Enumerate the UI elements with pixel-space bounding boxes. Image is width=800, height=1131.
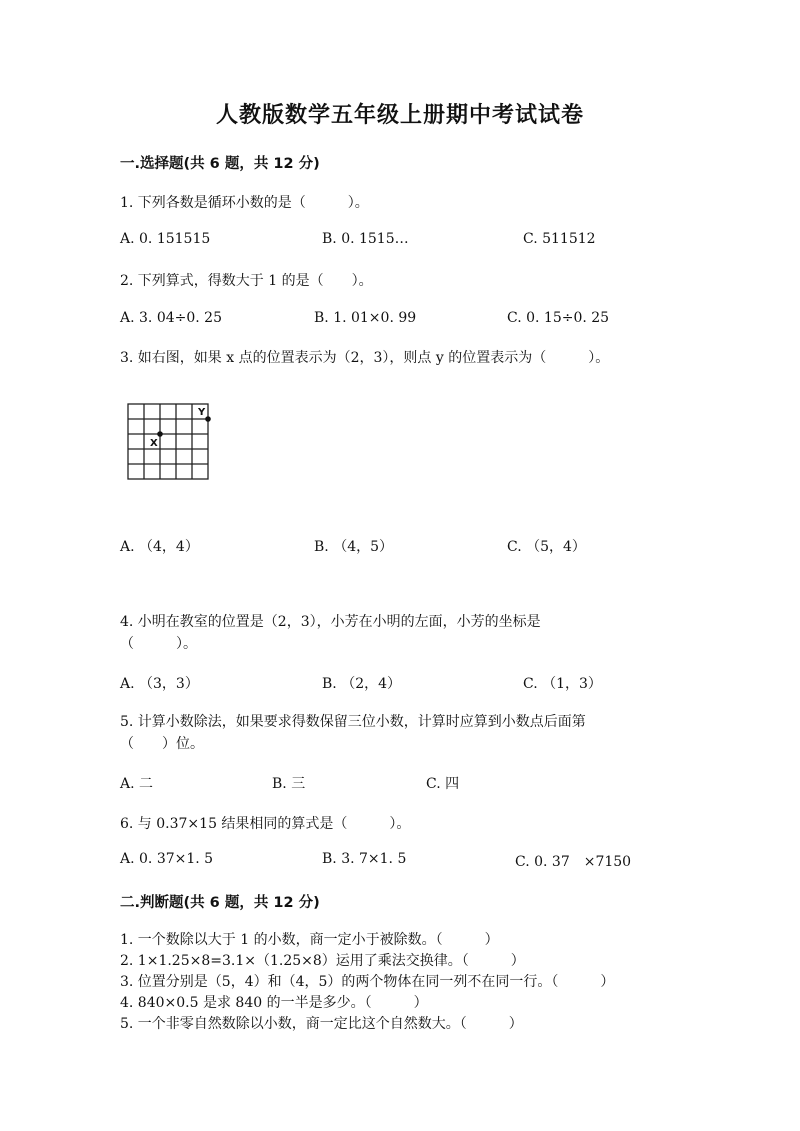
judgement-item-5: 5. 一个非零自然数除以小数，商一定比这个自然数大。（ ） xyxy=(120,1016,523,1032)
question-3-option-b: B. （4，5） xyxy=(314,539,394,555)
question-5-option-c: C. 四 xyxy=(426,776,460,792)
question-6-option-b: B. 3. 7×1. 5 xyxy=(322,851,407,867)
question-3-text: 3. 如右图，如果 x 点的位置表示为（2，3），则点 y 的位置表示为（ ）。 xyxy=(120,350,610,366)
question-1-option-b: B. 0. 1515… xyxy=(322,231,409,247)
page-title: 人教版数学五年级上册期中考试试卷 xyxy=(215,103,584,128)
question-2-option-c: C. 0. 15÷0. 25 xyxy=(507,310,610,326)
point-y-label: Y xyxy=(198,407,206,418)
question-2-option-a: A. 3. 04÷0. 25 xyxy=(120,310,222,326)
question-1-text: 1. 下列各数是循环小数的是（ ）。 xyxy=(120,195,369,211)
question-5-text-line2: （ ）位。 xyxy=(120,736,204,752)
section-heading-judgement: 二.判断题(共 6 题，共 12 分) xyxy=(120,895,320,911)
point-x-marker xyxy=(157,431,163,437)
judgement-item-2: 2. 1×1.25×8=3.1×（1.25×8）运用了乘法交换律。（ ） xyxy=(120,953,525,969)
point-y-marker xyxy=(205,416,211,422)
section-heading-choice: 一.选择题(共 6 题，共 12 分) xyxy=(120,156,320,172)
question-4-option-c: C. （1，3） xyxy=(523,676,602,692)
question-5-text-line1: 5. 计算小数除法，如果要求得数保留三位小数，计算时应算到小数点后面第 xyxy=(120,714,586,730)
question-4-option-a: A. （3，3） xyxy=(120,676,199,692)
question-4-option-b: B. （2，4） xyxy=(322,676,402,692)
question-2-text: 2. 下列算式，得数大于 1 的是（ ）。 xyxy=(120,273,373,289)
question-4-text-line1: 4. 小明在教室的位置是（2，3），小芳在小明的左面，小芳的坐标是 xyxy=(120,614,541,630)
question-5-option-b: B. 三 xyxy=(272,776,306,792)
question-1-option-a: A. 0. 151515 xyxy=(120,231,211,247)
point-x-label: X xyxy=(150,438,158,449)
judgement-item-4: 4. 840×0.5 是求 840 的一半是多少。（ ） xyxy=(120,995,428,1011)
judgement-item-3: 3. 位置分别是（5，4）和（4，5）的两个物体在同一列不在同一行。（ ） xyxy=(120,974,615,990)
judgement-item-1: 1. 一个数除以大于 1 的小数，商一定小于被除数。（ ） xyxy=(120,932,499,948)
coordinate-grid-figure xyxy=(126,402,216,484)
question-6-text: 6. 与 0.37×15 结果相同的算式是（ ）。 xyxy=(120,816,411,832)
question-4-text-line2: （ ）。 xyxy=(120,636,197,652)
question-2-option-b: B. 1. 01×0. 99 xyxy=(314,310,417,326)
question-3-option-c: C. （5，4） xyxy=(507,539,586,555)
question-1-option-c: C. 511512 xyxy=(523,231,596,247)
question-6-option-c: C. 0. 37 ×7150 xyxy=(515,854,632,870)
question-6-option-a: A. 0. 37×1. 5 xyxy=(120,851,214,867)
question-5-option-a: A. 二 xyxy=(120,776,154,792)
question-3-option-a: A. （4，4） xyxy=(120,539,199,555)
